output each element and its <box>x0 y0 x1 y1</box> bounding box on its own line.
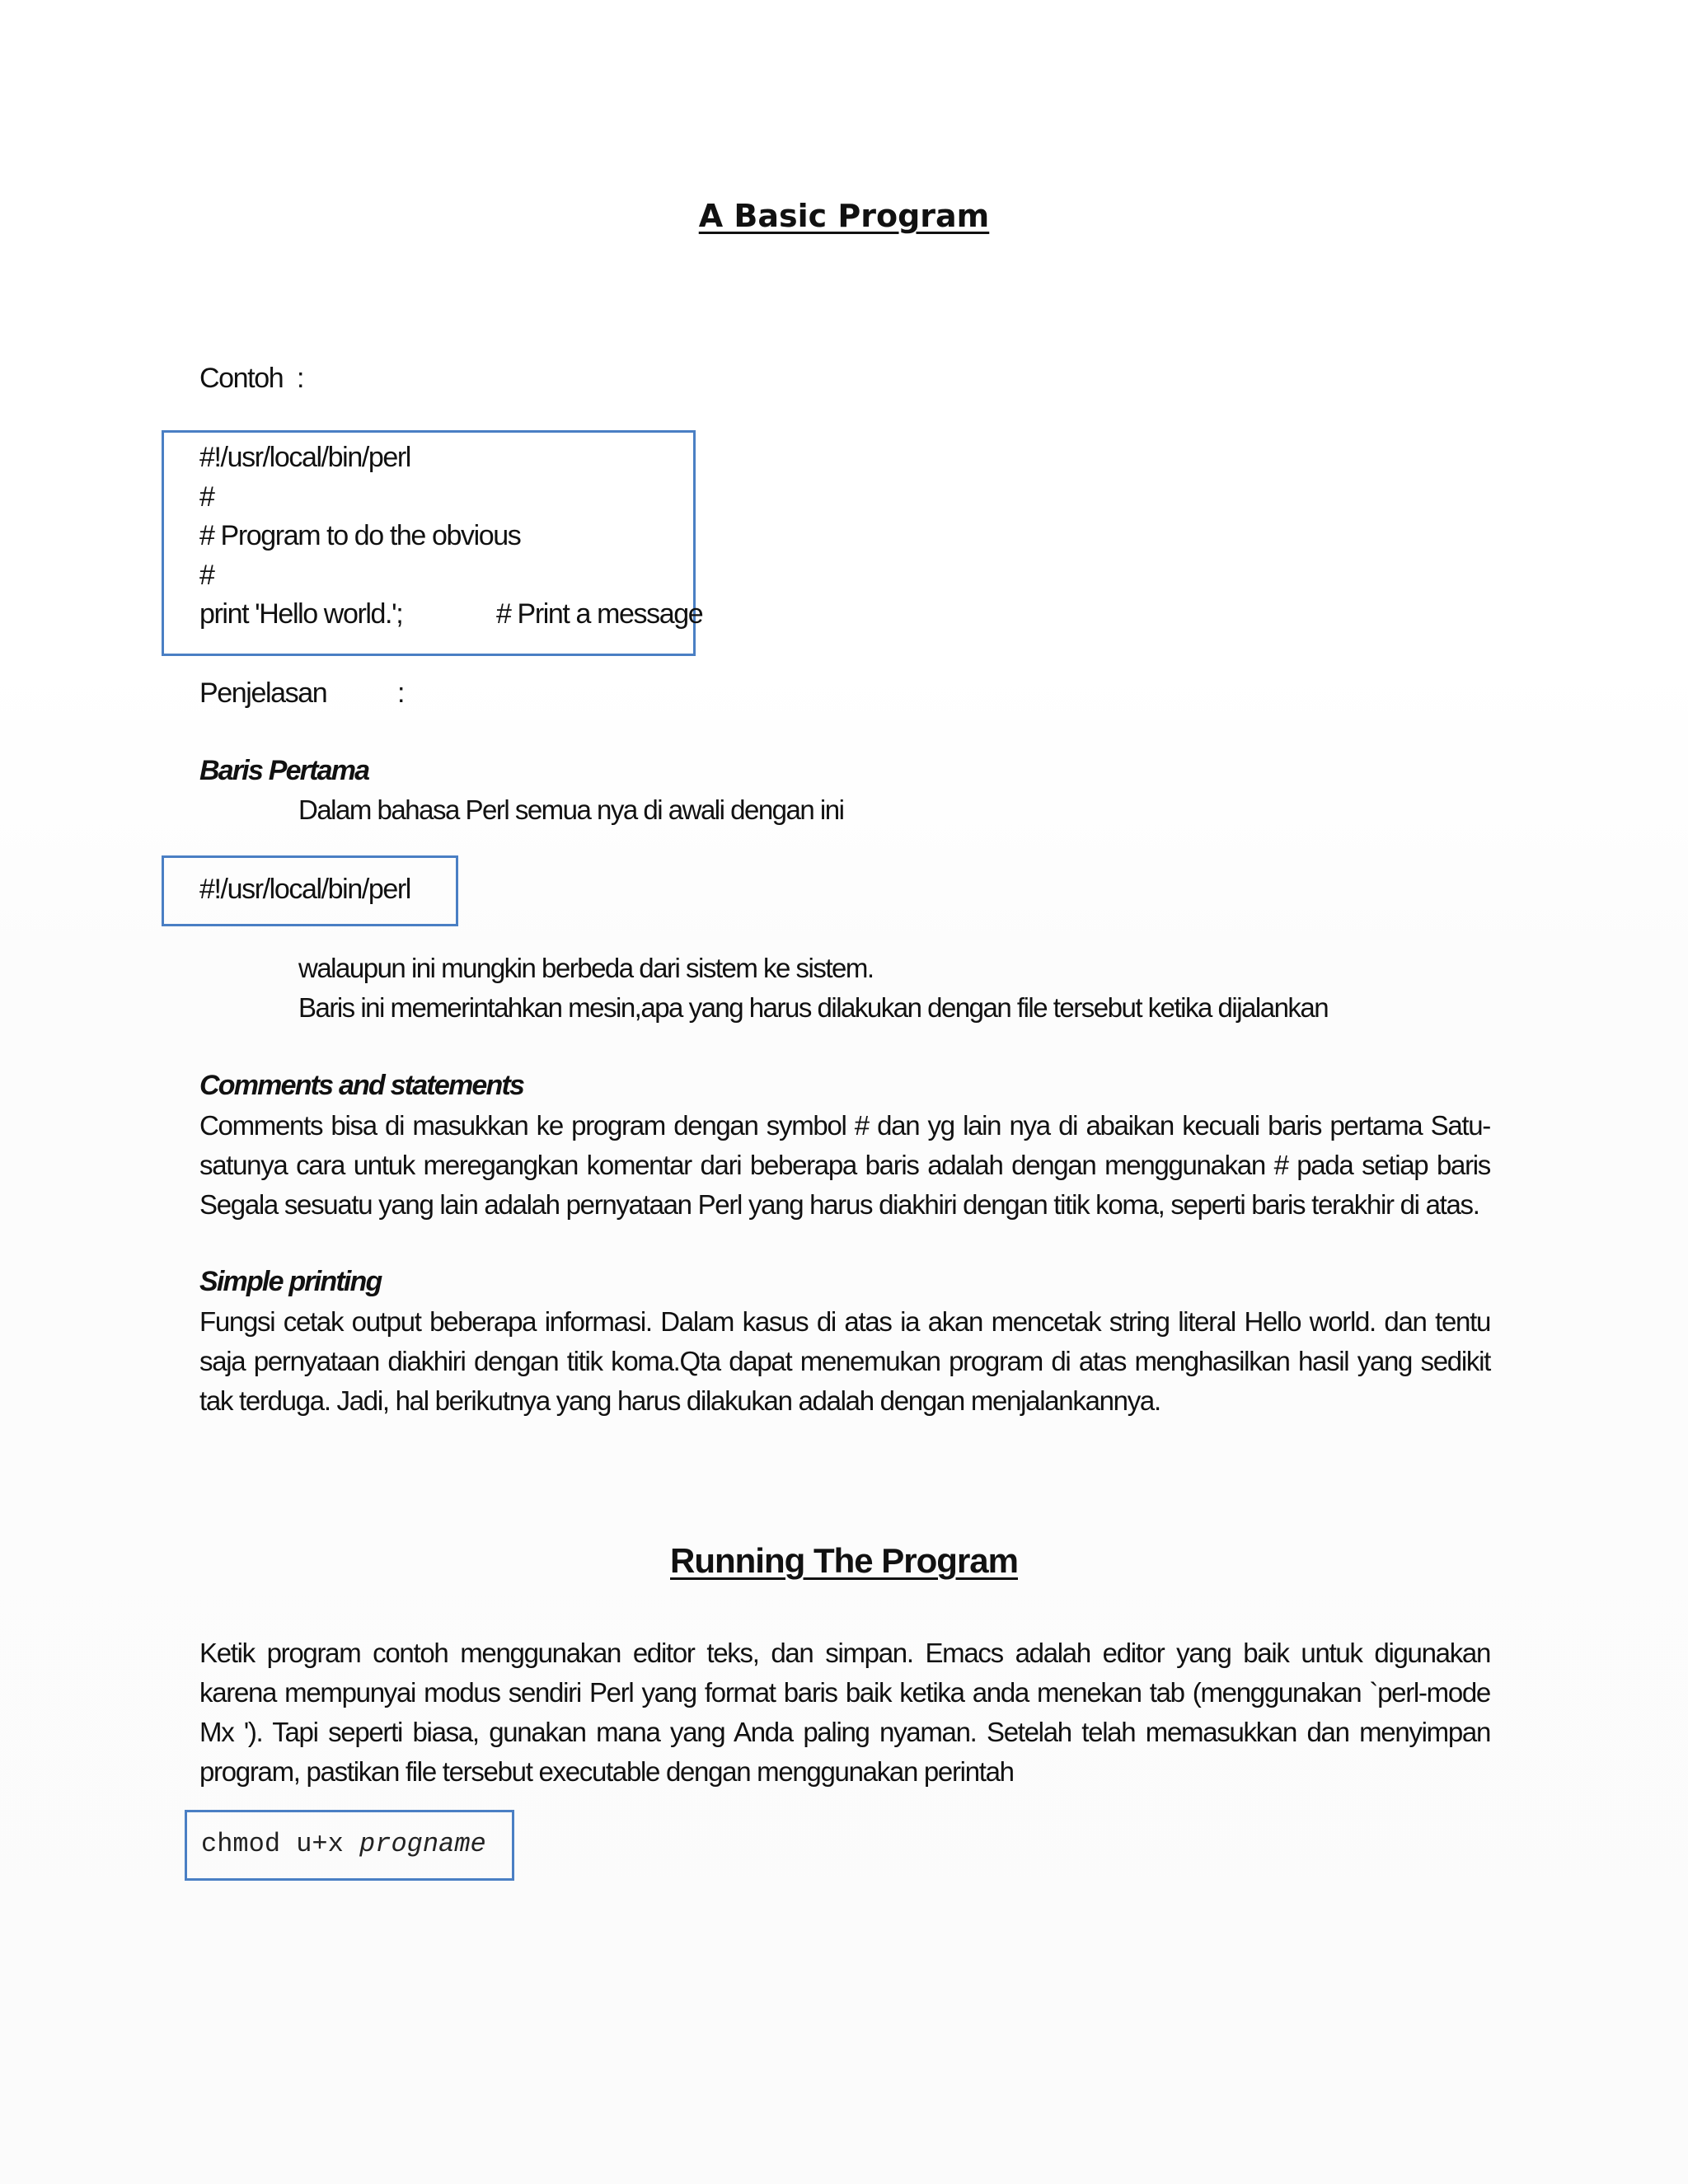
contoh-label <box>199 363 304 395</box>
running-title <box>0 1541 1688 1581</box>
code-line-3: # Program to do the obvious <box>199 520 521 551</box>
baris-pertama-line-2: Baris ini memerintahkan mesin,apa yang harus dilakukan dengan file tersebut ketika dijalankan <box>298 992 1329 1023</box>
penjelasan-label <box>199 677 405 710</box>
contoh-colon: : <box>297 363 304 394</box>
page-title <box>0 198 1688 234</box>
command-text <box>201 1829 486 1859</box>
code-line-4: # <box>199 560 214 591</box>
code-line-1: #!/usr/local/bin/perl <box>199 442 410 473</box>
baris-pertama-intro: Dalam bahasa Perl semua nya di awali dengan ini <box>298 794 844 825</box>
baris-pertama-heading: Baris Pertama <box>199 755 369 786</box>
simple-printing-body: Fungsi cetak output beberapa informasi. Dalam kasus di atas ia akan mencetak string literal Hello world. dan tentu saja pernyataan diakhiri dengan titik koma.Qta dapat menemukan program di atas menghasilkan hasil yang sedikit tak terduga. Jadi, hal berikutnya yang harus dilakukan adalah dengan menjalankannya. <box>199 1306 1490 1416</box>
shebang-code: #!/usr/local/bin/perl <box>199 874 410 905</box>
penjelasan-label-text: Penjelasan <box>199 677 327 709</box>
command-box <box>185 1810 514 1881</box>
comments-body: Comments bisa di masukkan ke program dengan symbol # dan yg lain nya di abaikan kecuali baris pertama Satu-satunya cara untuk meregangkan komentar dari beberapa baris adalah dengan menggunakan # pada setiap baris Segala sesuatu yang lain adalah pernyataan Perl yang harus diakhiri dengan titik koma, seperti baris terakhir di atas. <box>199 1110 1490 1220</box>
code-comment: # Print a message <box>496 598 703 630</box>
command: chmod u+x <box>201 1829 360 1859</box>
page-title-text: A Basic Program <box>698 198 990 234</box>
running-title-text: Running The Program <box>670 1541 1018 1580</box>
code-line-5: print 'Hello world.'; <box>199 598 403 630</box>
command-arg: progname <box>359 1829 486 1859</box>
comments-heading: Comments and statements <box>199 1070 524 1101</box>
code-line-2: # <box>199 481 214 513</box>
penjelasan-colon: : <box>397 677 405 709</box>
simple-printing-heading: Simple printing <box>199 1266 382 1297</box>
running-body: Ketik program contoh menggunakan editor teks, dan simpan. Emacs adalah editor yang baik untuk digunakan karena mempunyai modus sendiri Perl yang format baris baik ketika anda menekan tab (menggunakan `perl-mode Mx '). Tapi seperti biasa, gunakan mana yang Anda paling nyaman. Setelah telah memasukkan dan menyimpan program, pastikan file tersebut executable dengan menggunakan perintah <box>199 1638 1490 1787</box>
contoh-label-text: Contoh <box>199 363 284 394</box>
baris-pertama-line-1: walaupun ini mungkin berbeda dari sistem ke sistem. <box>298 953 874 983</box>
